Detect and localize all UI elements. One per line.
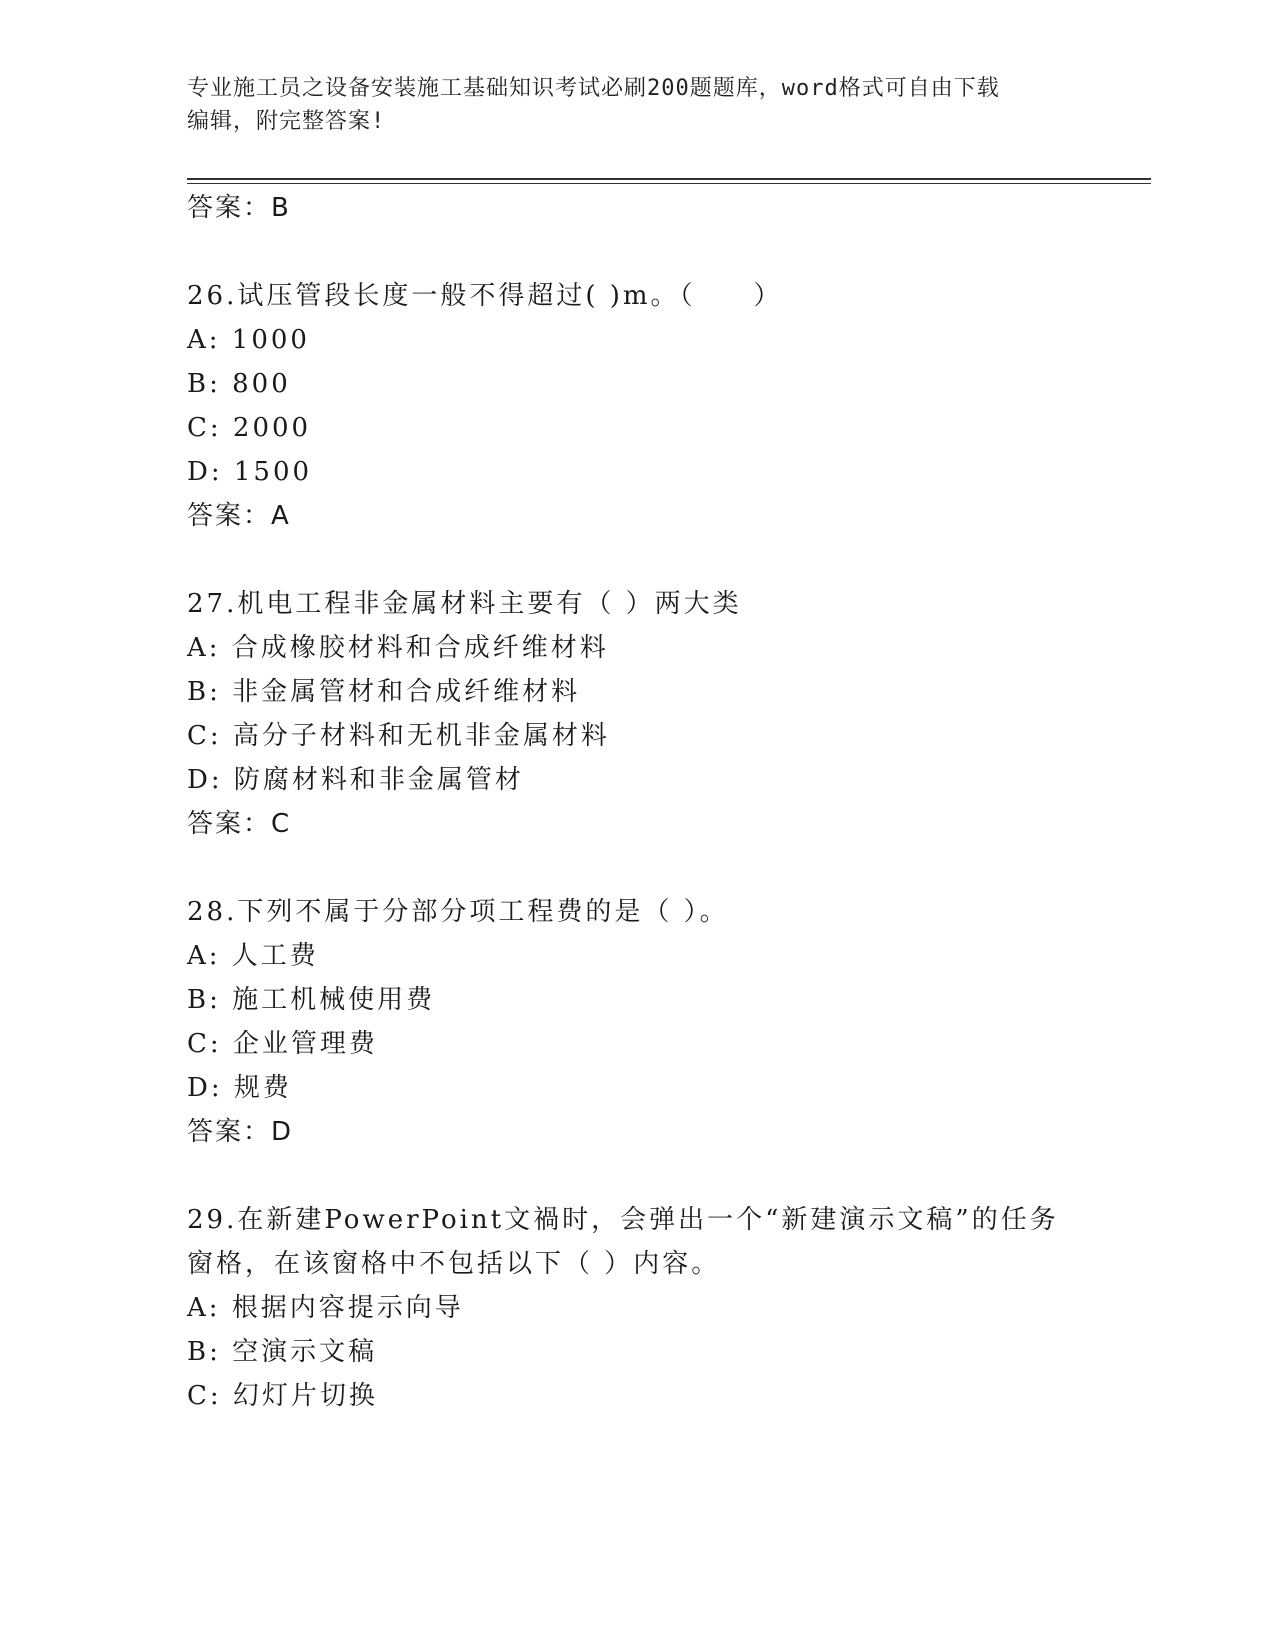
question-stem-29-line-1: 29.在新建PowerPoint文禍时，会弹出一个“新建演示文稿”的任务 [187, 1205, 1059, 1235]
option-c: C: 幻灯片切换 [187, 1381, 378, 1411]
option-a: A: 人工费 [187, 941, 319, 971]
header-line-2: 编辑，附完整答案! [187, 109, 386, 134]
option-b: B: 施工机械使用费 [187, 985, 436, 1015]
question-stem-29-line-2: 窗格，在该窗格中不包括以下（ ）内容。 [187, 1249, 721, 1279]
option-b: B: 空演示文稿 [187, 1337, 378, 1367]
page-header [187, 72, 1067, 138]
option-c: C: 2000 [187, 413, 312, 443]
option-b: B: 800 [187, 369, 291, 399]
answer-line: 答案：B [187, 193, 291, 223]
option-c: C: 高分子材料和无机非金属材料 [187, 721, 610, 751]
option-c: C: 企业管理费 [187, 1029, 378, 1059]
question-stem-27: 27.机电工程非金属材料主要有（ ）两大类 [187, 589, 742, 619]
option-b: B: 非金属管材和合成纤维材料 [187, 677, 581, 707]
header-line-1: 专业施工员之设备安装施工基础知识考试必刷200题题库，word格式可自由下载 [187, 76, 1000, 101]
header-divider-thick [187, 178, 1151, 180]
option-a: A: 合成橡胶材料和合成纤维材料 [187, 633, 609, 663]
answer-line: 答案：C [187, 809, 292, 839]
option-a: A: 根据内容提示向导 [187, 1293, 464, 1323]
question-stem-26: 26.试压管段长度一般不得超过( )m。（ ） [187, 281, 783, 311]
option-d: D: 规费 [187, 1073, 292, 1103]
header-divider-thin [187, 183, 1151, 184]
answer-line: 答案：D [187, 1117, 294, 1147]
question-stem-28: 28.下列不属于分部分项工程费的是（ ）。 [187, 897, 729, 927]
answer-line: 答案：A [187, 501, 291, 531]
option-a: A: 1000 [187, 325, 310, 355]
option-d: D: 防腐材料和非金属管材 [187, 765, 524, 795]
option-d: D: 1500 [187, 457, 313, 487]
